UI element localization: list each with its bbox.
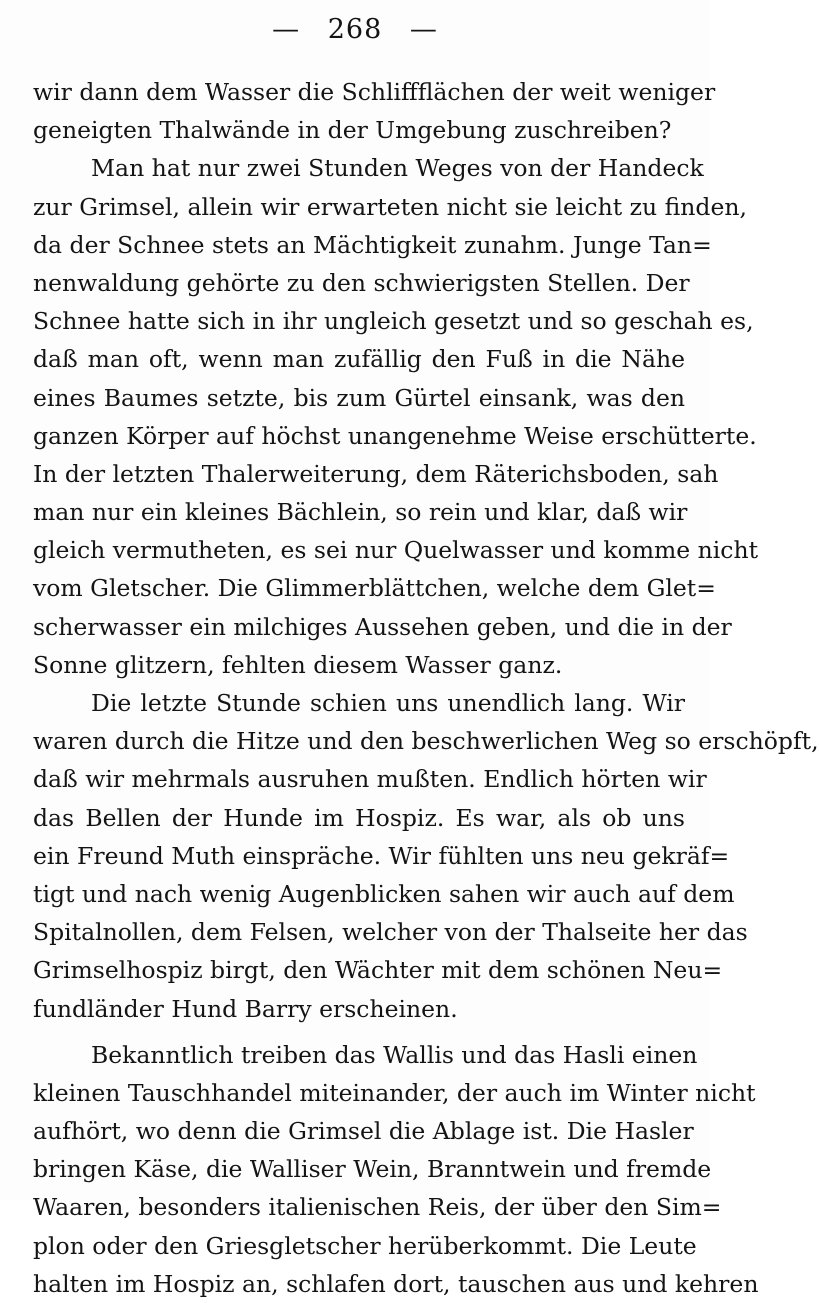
- text-line: Bekanntlich treiben das Wallis und das Hasli einen: [91, 1040, 698, 1069]
- paragraph-gap: [33, 1028, 685, 1036]
- page-number: 268: [327, 14, 383, 45]
- text-line: zur Grimsel, allein wir erwarteten nicht sie leicht zu finden,: [33, 192, 747, 221]
- text-line: Man hat nur zwei Stunden Weges von der Handeck: [91, 154, 704, 183]
- text-line: daß man oft, wenn man zufällig den Fuß in die Nähe: [33, 345, 685, 374]
- text-line: bringen Käse, die Walliser Wein, Branntwein und fremde: [33, 1155, 712, 1184]
- text-line: tigt und nach wenig Augenblicken sahen wir auch auf dem: [33, 879, 735, 908]
- text-line: plon oder den Griesgletscher herüberkommt. Die Leute: [33, 1231, 697, 1260]
- text-line: geneigten Thalwände in der Umgebung zuschreiben?: [33, 116, 672, 145]
- text-line: ganzen Körper auf höchst unangenehme Weise erschütterte.: [33, 421, 757, 450]
- text-line: gleich vermutheten, es sei nur Quelwasser und komme nicht: [33, 536, 759, 565]
- text-line: kleinen Tauschhandel miteinander, der auch im Winter nicht: [33, 1078, 756, 1107]
- text-line: aufhört, wo denn die Grimsel die Ablage ist. Die Hasler: [33, 1117, 694, 1146]
- header-dash-right: —: [409, 14, 438, 45]
- header-dash-left: —: [272, 14, 301, 45]
- text-line: das Bellen der Hunde im Hospiz. Es war, als ob uns: [33, 803, 685, 832]
- text-line: wir dann dem Wasser die Schliffflächen der weit weniger: [33, 78, 716, 106]
- text-line: Waaren, besonders italienischen Reis, der über den Sim=: [33, 1193, 722, 1222]
- page-header: [0, 14, 710, 45]
- text-line: scherwasser ein milchiges Aussehen geben, und die in der: [33, 612, 732, 641]
- text-line: Grimselhospiz birgt, den Wächter mit dem schönen Neu=: [33, 956, 723, 985]
- text-line: daß wir mehrmals ausruhen mußten. Endlich hörten wir: [33, 765, 707, 794]
- text-line: vom Gletscher. Die Glimmerblättchen, welche dem Glet=: [33, 574, 716, 603]
- text-line: waren durch die Hitze und den beschwerlichen Weg so erschöpft,: [33, 727, 819, 756]
- body-text: [33, 73, 819, 1303]
- text-line: eines Baumes setzte, bis zum Gürtel einsank, was den: [33, 383, 685, 412]
- text-line: Die letzte Stunde schien uns unendlich lang. Wir: [91, 689, 685, 717]
- text-line: da der Schnee stets an Mächtigkeit zunahm. Junge Tan=: [33, 230, 712, 259]
- text-line: Schnee hatte sich in ihr ungleich gesetzt und so geschah es,: [33, 307, 754, 336]
- text-line: nenwaldung gehörte zu den schwierigsten Stellen. Der: [33, 268, 690, 297]
- text-line: ein Freund Muth einspräche. Wir fühlten uns neu gekräf=: [33, 841, 730, 870]
- text-line: Sonne glitzern, fehlten diesem Wasser ganz.: [33, 650, 563, 679]
- text-line: halten im Hospiz an, schlafen dort, tauschen aus und kehren: [33, 1269, 759, 1298]
- text-line: Spitalnollen, dem Felsen, welcher von der Thalseite her das: [33, 918, 748, 947]
- text-line: man nur ein kleines Bächlein, so rein und klar, daß wir: [33, 498, 688, 527]
- text-line: fundländer Hund Barry erscheinen.: [33, 994, 458, 1023]
- text-line: In der letzten Thalerweiterung, dem Räterichsboden, sah: [33, 459, 719, 488]
